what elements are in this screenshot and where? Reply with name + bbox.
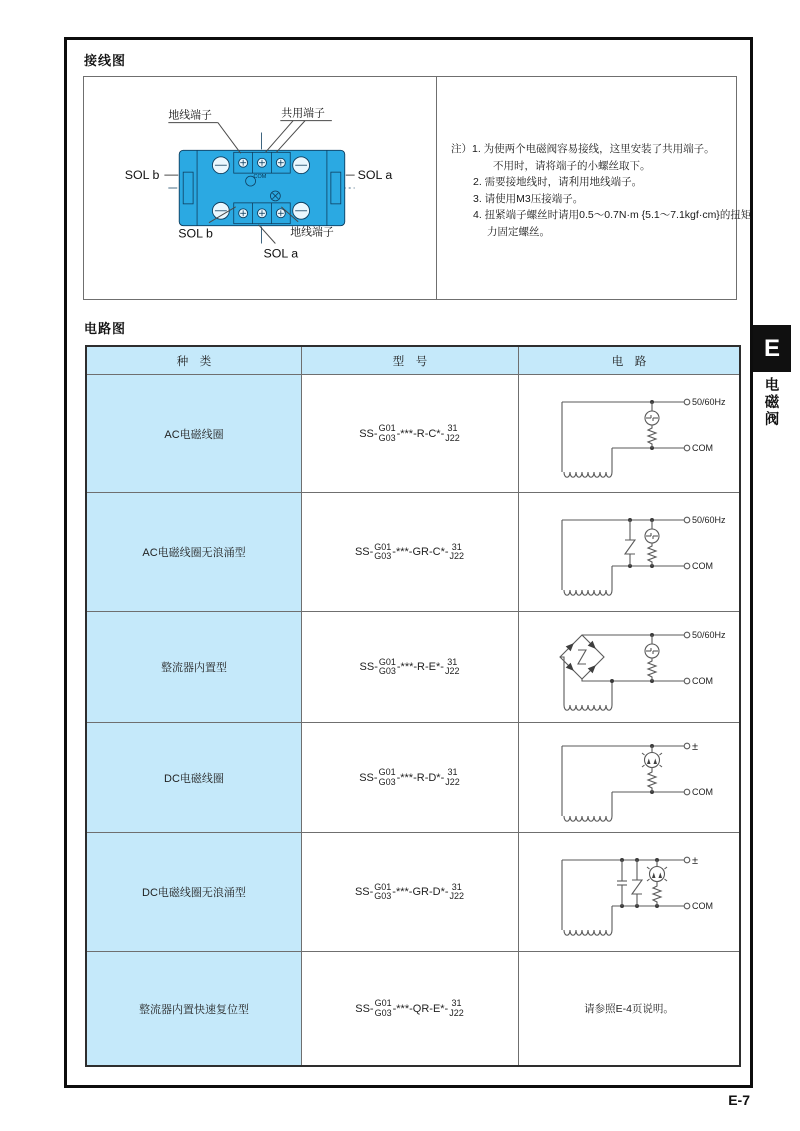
circuit-diagram-rectifier xyxy=(524,615,734,719)
note-line: 4. 扭紧端子螺丝时请用0.5～0.7N·m {5.1～7.1kgf·cm}的扭矩 xyxy=(473,209,752,221)
model-part: G01 xyxy=(374,541,392,552)
model-part: SS- xyxy=(359,771,378,784)
model-part: G01 xyxy=(378,767,396,777)
model-part: G03 xyxy=(374,1007,392,1018)
model-part: G03 xyxy=(378,432,396,443)
model-part: SS- xyxy=(354,546,374,558)
row-circuit-note: 请参照E-4页说明。 xyxy=(584,1003,674,1015)
model-part: 31 xyxy=(447,656,458,667)
model-part: SS- xyxy=(355,1002,374,1015)
row-circuit xyxy=(519,612,739,723)
model-part: SS- xyxy=(359,427,378,440)
wiring-section-title: 接线图 xyxy=(84,53,127,68)
label-sol-b-left: SOL b xyxy=(124,168,160,183)
row-circuit xyxy=(519,723,739,833)
model-part: 31 xyxy=(447,767,458,777)
model-part: -***-GR-C*- xyxy=(392,546,449,558)
table-row xyxy=(87,375,739,493)
header-kind: 种 类 xyxy=(87,347,302,375)
model-part: J22 xyxy=(449,1007,464,1018)
model-part: -***-R-E*- xyxy=(396,661,444,673)
row-circuit xyxy=(519,375,739,493)
header-model: 型 号 xyxy=(302,347,519,375)
note-line: 不用时，请将端子的小螺丝取下。 xyxy=(493,159,651,172)
label-common-terminal: 共用端子 xyxy=(281,107,325,120)
model-part: 31 xyxy=(447,423,458,433)
model-part: J22 xyxy=(444,666,460,676)
terminal-label: COM xyxy=(692,786,713,797)
model-part: 31 xyxy=(451,541,462,552)
row-model xyxy=(302,612,519,723)
model-part: G03 xyxy=(378,666,396,676)
terminal-label: ± xyxy=(692,855,699,867)
terminal-label: COM xyxy=(692,442,713,453)
label-ground-terminal-top: 地线端子 xyxy=(168,109,212,122)
row-model xyxy=(302,723,519,833)
row-kind: 整流器内置型 xyxy=(87,612,302,723)
model-part: J22 xyxy=(449,551,465,561)
model-part: G03 xyxy=(374,551,392,561)
row-kind: 整流器内置快速复位型 xyxy=(87,952,302,1065)
circuit-section-title: 电路图 xyxy=(84,321,127,336)
model-part: G03 xyxy=(378,776,396,787)
label-sol-a-right: SOL a xyxy=(357,168,393,183)
model-part: -***-QR-E*- xyxy=(392,1002,449,1015)
terminal-label: 50/60Hz xyxy=(692,396,726,407)
label-ground-terminal-bottom: 地线端子 xyxy=(290,226,334,239)
wiring-notes xyxy=(437,77,761,299)
note-line: 注）1. 为使两个电磁阀容易接线，这里安装了共用端子。 xyxy=(451,143,715,155)
model-part: -***-R-D*- xyxy=(396,771,445,784)
terminal-label: ± xyxy=(692,740,699,753)
note-line: 2. 需要接地线时，请利用地线端子。 xyxy=(473,176,643,188)
page-frame xyxy=(64,37,753,1088)
side-label-solenoid-valve: 电 磁 阀 xyxy=(764,378,780,428)
terminal-label: 50/60Hz xyxy=(692,515,726,525)
model-part: -***-R-C*- xyxy=(396,427,445,440)
model-part: G03 xyxy=(374,891,392,901)
row-model xyxy=(302,493,519,612)
row-kind: DC电磁线圈无浪涌型 xyxy=(87,833,302,952)
model-part: G01 xyxy=(374,881,392,892)
wiring-diagram-cell xyxy=(84,77,437,299)
wiring-diagram-box xyxy=(83,76,752,300)
circuit-diagram-ac xyxy=(524,382,734,486)
table-row xyxy=(87,612,739,723)
table-header-row xyxy=(87,347,739,375)
row-kind: DC电磁线圈 xyxy=(87,723,302,833)
table-row xyxy=(87,493,739,612)
terminal-label: COM xyxy=(692,561,713,571)
table-row xyxy=(87,952,739,1065)
model-part: J22 xyxy=(445,776,460,787)
row-model xyxy=(302,375,519,493)
circuit-diagram-ac-surgefree xyxy=(524,500,734,604)
terminal-label: COM xyxy=(692,901,713,911)
valve-com-label: COM xyxy=(253,174,267,181)
circuit-table xyxy=(85,345,741,1067)
model-part: G01 xyxy=(378,656,396,667)
header-circuit: 电 路 xyxy=(519,347,739,375)
circuit-diagram-dc-surgefree xyxy=(524,840,734,944)
table-row xyxy=(87,723,739,833)
model-part: J22 xyxy=(445,432,460,443)
row-circuit xyxy=(519,493,739,612)
solenoid-valve-drawing xyxy=(84,77,437,299)
model-part: SS- xyxy=(354,886,374,898)
model-part: -***-GR-D*- xyxy=(392,886,449,898)
circuit-diagram-dc xyxy=(524,726,734,830)
row-model xyxy=(302,952,519,1065)
row-kind: AC电磁线圈 xyxy=(87,375,302,493)
row-circuit xyxy=(519,833,739,952)
page-number: E-7 xyxy=(728,1092,750,1108)
model-part: G01 xyxy=(378,423,396,433)
terminal-label: COM xyxy=(692,676,713,686)
table-row xyxy=(87,833,739,952)
model-part: 31 xyxy=(451,881,462,892)
label-sol-b-bottom: SOL b xyxy=(178,226,213,241)
note-line: 力固定螺丝。 xyxy=(487,225,550,238)
model-part: 31 xyxy=(451,998,462,1008)
row-kind: AC电磁线圈无浪涌型 xyxy=(87,493,302,612)
model-part: SS- xyxy=(359,661,378,673)
model-part: G01 xyxy=(374,998,392,1008)
note-line: 3. 请使用M3压接端子。 xyxy=(473,192,584,205)
section-tab-e: E xyxy=(753,325,791,372)
label-sol-a-bottom: SOL a xyxy=(263,246,299,261)
model-part: J22 xyxy=(449,891,465,901)
row-model xyxy=(302,833,519,952)
terminal-label: 50/60Hz xyxy=(692,630,726,640)
